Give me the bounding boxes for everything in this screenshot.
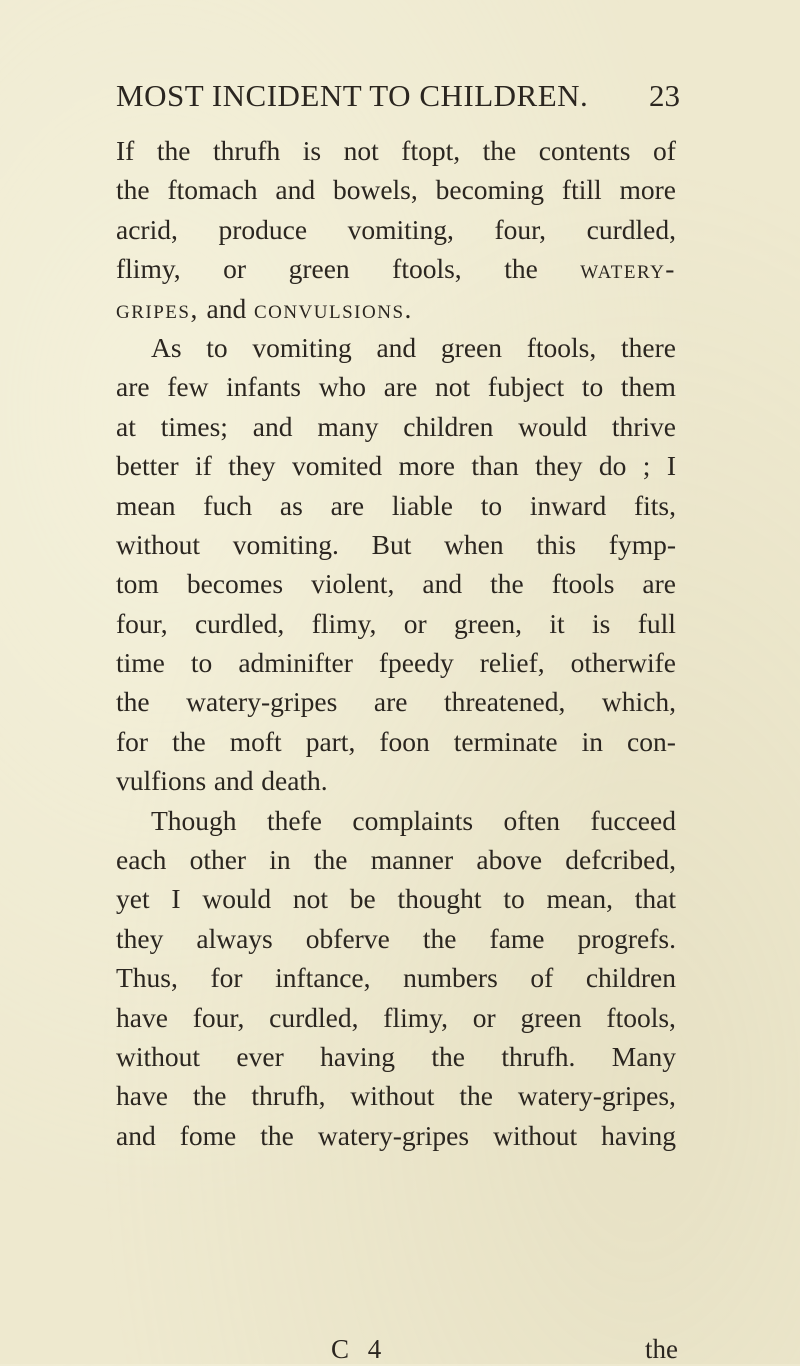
- word: curdled,: [269, 1001, 359, 1033]
- text-line: [116, 761, 676, 800]
- word: con-: [627, 725, 676, 757]
- word: would: [518, 410, 587, 442]
- word: Many: [611, 1040, 676, 1072]
- text-line: [116, 879, 676, 918]
- text-line: [116, 564, 676, 603]
- word: of: [530, 962, 554, 994]
- word: threatened,: [443, 686, 566, 718]
- word: not: [343, 135, 379, 166]
- word: without: [116, 528, 201, 560]
- word: inward: [529, 489, 607, 521]
- text-line: [116, 249, 676, 288]
- word: having: [601, 1119, 676, 1151]
- word: other: [189, 844, 247, 876]
- word: As: [151, 331, 182, 363]
- word: to: [206, 331, 228, 363]
- word: four,: [116, 607, 168, 639]
- word: bowels,: [332, 174, 418, 206]
- text-line: [116, 801, 676, 840]
- word: part,: [305, 725, 356, 757]
- word: is: [302, 135, 322, 166]
- word: flimy,: [383, 1001, 448, 1033]
- word: children: [403, 410, 494, 442]
- word: better: [116, 450, 179, 482]
- word: more: [398, 450, 455, 482]
- word: the: [482, 135, 517, 166]
- text-line: [116, 367, 676, 406]
- word: ftools: [551, 568, 615, 600]
- word: not: [434, 371, 471, 403]
- word: fucceed: [590, 804, 676, 836]
- word: thought: [397, 883, 482, 915]
- word: green,: [454, 607, 522, 639]
- word: curdled,: [586, 213, 676, 245]
- word: otherwife: [570, 647, 676, 679]
- word: are: [383, 371, 418, 403]
- word: the: [431, 1040, 465, 1072]
- word: produce: [218, 213, 308, 245]
- word: tom: [116, 568, 159, 600]
- text-line: [116, 486, 676, 525]
- word: are: [116, 371, 150, 403]
- word: in: [581, 725, 604, 757]
- word: that: [634, 883, 676, 915]
- word: the: [422, 922, 457, 954]
- word: I: [171, 883, 181, 915]
- text-line: [116, 170, 676, 209]
- text-line: [116, 919, 676, 958]
- word: watery-gripes: [186, 686, 338, 718]
- word: this: [536, 528, 577, 560]
- word: ftopt,: [401, 135, 461, 166]
- word: gripes,: [116, 292, 199, 324]
- word: when: [444, 528, 504, 560]
- word: thefe: [267, 804, 322, 836]
- word: often: [503, 804, 561, 836]
- word: to: [190, 647, 213, 679]
- word: and: [206, 292, 247, 324]
- word: becomes: [186, 568, 284, 600]
- text-line: [116, 210, 676, 249]
- word: the: [313, 844, 348, 876]
- text-line: [116, 604, 676, 643]
- word: the: [156, 135, 191, 166]
- word: and: [376, 331, 417, 363]
- word: If: [116, 135, 135, 166]
- catchword: the: [645, 1334, 678, 1364]
- word: as: [279, 489, 303, 521]
- word: they: [116, 922, 164, 954]
- word: and: [252, 410, 293, 442]
- word: fits,: [633, 489, 676, 521]
- text-line: [116, 958, 676, 997]
- word: to: [503, 883, 525, 915]
- running-title: MOST INCIDENT TO CHILDREN.: [116, 78, 589, 113]
- word: Though: [151, 804, 237, 836]
- word: are: [330, 489, 365, 521]
- word: fame: [489, 922, 545, 954]
- word: be: [349, 883, 376, 915]
- word: watery-gripes,: [517, 1080, 676, 1112]
- text-line: [116, 1037, 676, 1076]
- word: foon: [379, 725, 430, 757]
- text-line: [116, 407, 676, 446]
- word: Thus,: [116, 962, 178, 994]
- word: to: [480, 489, 503, 521]
- word: few: [167, 371, 209, 403]
- word: numbers: [403, 962, 498, 994]
- word: the: [260, 1119, 294, 1151]
- word: time: [116, 647, 165, 679]
- word: ftools,: [606, 1001, 676, 1033]
- page-footer: [116, 1334, 676, 1366]
- word: liable: [391, 489, 453, 521]
- word: or: [223, 253, 247, 285]
- word: and: [422, 568, 463, 600]
- word: the: [116, 686, 150, 718]
- word: ftill: [561, 174, 602, 206]
- word: are: [642, 568, 676, 600]
- word: or: [403, 607, 427, 639]
- word: green: [520, 1001, 582, 1033]
- word: they: [535, 450, 583, 482]
- word: four,: [192, 1001, 245, 1033]
- word: fuch: [203, 489, 253, 521]
- word: without: [493, 1119, 578, 1151]
- page-number: 23: [649, 78, 680, 113]
- word: vomited: [291, 450, 383, 482]
- running-header: [116, 78, 680, 114]
- text-line: [116, 998, 676, 1037]
- word: death.: [261, 765, 328, 797]
- word: the: [504, 253, 538, 285]
- word: would: [202, 883, 272, 915]
- word: four,: [494, 213, 547, 245]
- text-line: [116, 446, 676, 485]
- word: But: [371, 528, 412, 560]
- word: the: [172, 725, 206, 757]
- word: manner: [370, 844, 454, 876]
- word: vulfions: [116, 765, 207, 797]
- word: thrive: [611, 410, 676, 442]
- word: infants: [226, 371, 302, 403]
- word: defcribed,: [565, 844, 676, 876]
- body-text: [116, 131, 676, 1155]
- word: to: [581, 371, 604, 403]
- word: curdled,: [194, 607, 285, 639]
- word: violent,: [311, 568, 395, 600]
- word: is: [592, 607, 611, 639]
- word: moft: [229, 725, 282, 757]
- word: thrufh.: [501, 1040, 576, 1072]
- word: for: [116, 725, 149, 757]
- word: yet: [116, 883, 150, 915]
- word: and: [116, 1119, 156, 1151]
- word: they: [228, 450, 276, 482]
- word: having: [320, 1040, 395, 1072]
- word: if: [195, 450, 212, 482]
- word: always: [196, 922, 273, 954]
- word: times;: [160, 410, 228, 442]
- word: mean: [116, 489, 176, 521]
- word: more: [619, 174, 676, 206]
- word: ftomach: [167, 174, 258, 206]
- signature-mark: C 4: [331, 1334, 388, 1364]
- word: have: [116, 1080, 168, 1112]
- text-line: [116, 840, 676, 879]
- word: mean,: [546, 883, 613, 915]
- word: each: [116, 844, 167, 876]
- word: without: [116, 1040, 201, 1072]
- word: fpeedy: [378, 647, 454, 679]
- word: vomiting.: [232, 528, 339, 560]
- word: many: [317, 410, 379, 442]
- word: ever: [236, 1040, 284, 1072]
- text-line: [116, 131, 676, 170]
- word: for: [210, 962, 243, 994]
- word: I: [666, 450, 676, 482]
- word: terminate: [453, 725, 558, 757]
- word: the: [490, 568, 524, 600]
- word: obferve: [305, 922, 390, 954]
- word: it: [549, 607, 565, 639]
- word: above: [476, 844, 543, 876]
- word: adminifter: [238, 647, 353, 679]
- text-line: [116, 682, 676, 721]
- word: in: [269, 844, 291, 876]
- word: do: [598, 450, 627, 482]
- word: fubject: [487, 371, 565, 403]
- word: or: [472, 1001, 496, 1033]
- word: and: [213, 765, 254, 797]
- word: are: [373, 686, 408, 718]
- word: ftools,: [392, 253, 462, 285]
- text-line: [116, 525, 676, 564]
- word: fome: [179, 1119, 237, 1151]
- word: fymp-: [608, 528, 676, 560]
- word: green: [440, 331, 502, 363]
- word: flimy,: [116, 253, 181, 285]
- word: ;: [642, 450, 651, 482]
- word: than: [471, 450, 519, 482]
- word: them: [620, 371, 676, 403]
- word: flimy,: [311, 607, 377, 639]
- word: ftools,: [526, 331, 597, 363]
- word: vomiting: [252, 331, 352, 363]
- word: watery-gripes: [317, 1119, 470, 1151]
- text-line: [116, 328, 676, 367]
- word: at: [116, 410, 136, 442]
- word: of: [652, 135, 676, 166]
- word: green: [288, 253, 350, 285]
- word: convulsions.: [253, 292, 413, 324]
- word: full: [637, 607, 676, 639]
- word: progrefs.: [577, 922, 676, 954]
- word: children: [585, 962, 676, 994]
- word: inftance,: [275, 962, 371, 994]
- word: thrufh: [213, 135, 281, 166]
- text-line: [116, 643, 676, 682]
- word: acrid,: [116, 213, 178, 245]
- word: becoming: [435, 174, 545, 206]
- word: which,: [601, 686, 676, 718]
- word: without: [350, 1080, 435, 1112]
- word: vomiting,: [347, 213, 454, 245]
- text-line: [116, 722, 676, 761]
- word: and: [275, 174, 316, 206]
- word: who: [318, 371, 367, 403]
- word: there: [620, 331, 676, 363]
- word: the: [192, 1080, 227, 1112]
- word: the: [116, 174, 150, 206]
- word: complaints: [352, 804, 474, 836]
- word: contents: [538, 135, 631, 166]
- text-line: [116, 289, 676, 328]
- word: watery-: [580, 253, 676, 285]
- word: the: [459, 1080, 493, 1112]
- word: relief,: [479, 647, 545, 679]
- word: thrufh,: [251, 1080, 326, 1112]
- word: not: [292, 883, 329, 915]
- word: have: [116, 1001, 168, 1033]
- text-line: [116, 1116, 676, 1155]
- text-line: [116, 1076, 676, 1115]
